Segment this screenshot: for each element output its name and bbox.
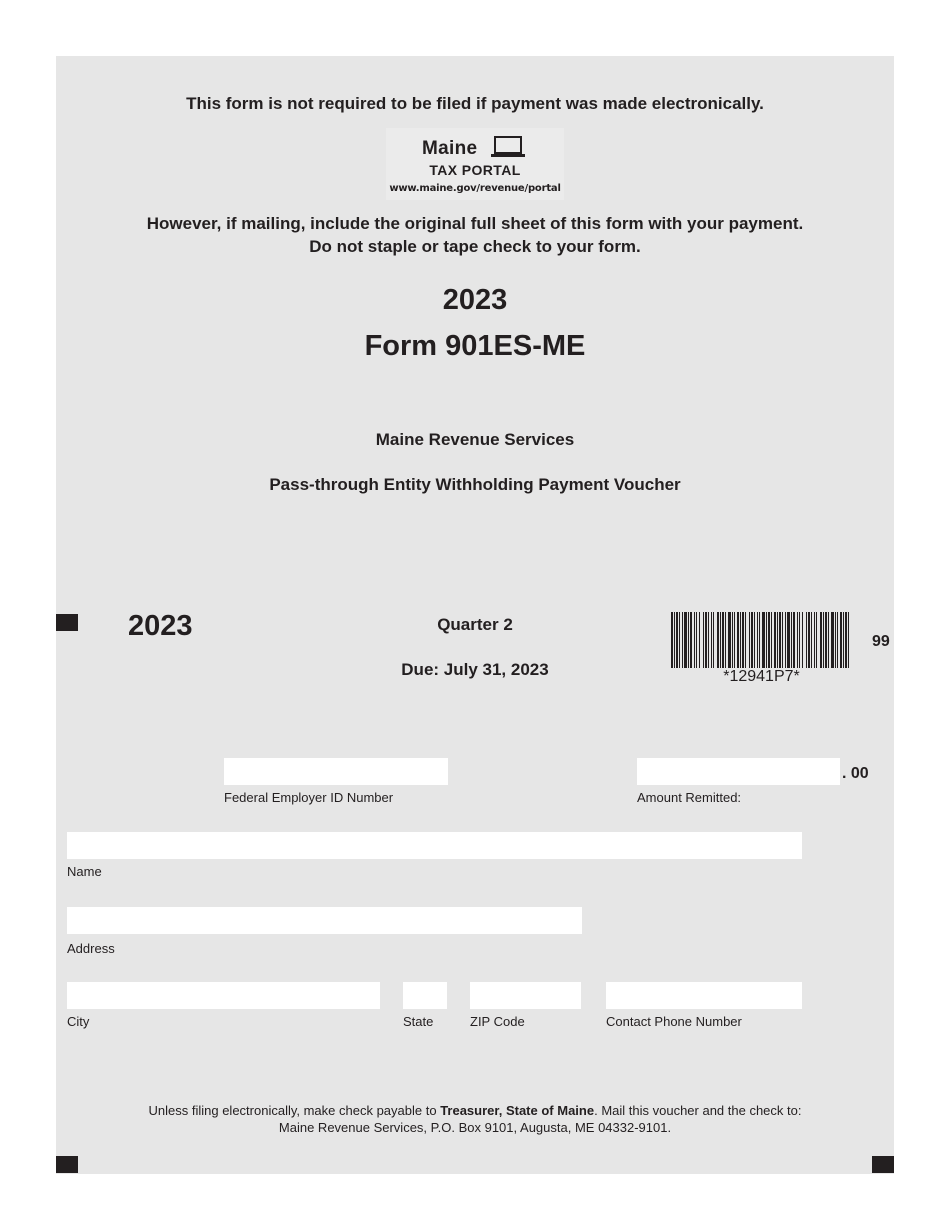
barcode-bar xyxy=(757,612,758,668)
barcode-bar xyxy=(737,612,739,668)
barcode-bar xyxy=(843,612,844,668)
electronic-filing-notice: This form is not required to be filed if payment was made electronically. xyxy=(186,94,764,113)
fein-input[interactable] xyxy=(224,758,448,785)
footer-line-1-post: . Mail this voucher and the check to: xyxy=(594,1103,802,1118)
barcode-bar xyxy=(823,612,824,668)
barcode-bar xyxy=(742,612,744,668)
registration-mark-bottom-left xyxy=(56,1156,78,1173)
barcode-bar xyxy=(749,612,750,668)
fein-label: Federal Employer ID Number xyxy=(224,790,394,805)
barcode-bar xyxy=(837,612,838,668)
voucher-year: 2023 xyxy=(128,610,193,642)
barcode-bar xyxy=(708,612,709,668)
barcode-bar xyxy=(825,612,827,668)
barcode-bar xyxy=(705,612,707,668)
barcode-bar xyxy=(732,612,733,668)
footer-payee: Treasurer, State of Maine xyxy=(440,1103,595,1118)
state-label: State xyxy=(403,1014,434,1029)
barcode-bar xyxy=(713,612,714,668)
address-label: Address xyxy=(67,941,115,956)
state-input[interactable] xyxy=(403,982,447,1009)
barcode-bar xyxy=(816,612,817,668)
barcode-bar xyxy=(674,612,675,668)
barcode-bar xyxy=(806,612,807,668)
barcode-bar xyxy=(745,612,746,668)
barcode-bar xyxy=(696,612,697,668)
barcode-bar xyxy=(682,612,683,668)
barcode-bar xyxy=(699,612,700,668)
mailing-footer xyxy=(0,1102,950,1136)
city-label: City xyxy=(67,1014,90,1029)
barcode-text: *12941P7* xyxy=(723,668,800,685)
barcode-bar xyxy=(751,612,753,668)
city-input[interactable] xyxy=(67,982,380,1009)
barcode-bar xyxy=(777,612,778,668)
barcode-bar xyxy=(831,612,834,668)
logo-url-text: www.maine.gov/revenue/portal xyxy=(389,183,561,194)
barcode-bar xyxy=(759,612,760,668)
amount-input[interactable] xyxy=(637,758,840,785)
mailing-instruction-2: Do not staple or tape check to your form. xyxy=(309,237,641,256)
form-title: Form 901ES-ME xyxy=(364,330,586,362)
address-input[interactable] xyxy=(67,907,582,934)
barcode-bar xyxy=(808,612,810,668)
barcode-bar xyxy=(722,612,724,668)
agency-name: Maine Revenue Services xyxy=(375,430,575,449)
barcode-bar xyxy=(811,612,812,668)
barcode-bar xyxy=(793,612,795,668)
mailing-instruction-1: However, if mailing, include the original full sheet of this form with your payment. xyxy=(146,214,804,233)
barcode-bar xyxy=(676,612,678,668)
barcode-bar xyxy=(785,612,786,668)
laptop-icon xyxy=(490,136,526,160)
voucher-subtitle: Pass-through Entity Withholding Payment Voucher xyxy=(269,475,681,494)
barcode-bar xyxy=(688,612,689,668)
barcode-bar xyxy=(768,612,770,668)
barcode-bar xyxy=(814,612,815,668)
tax-portal-logo xyxy=(386,128,564,200)
barcode-bar xyxy=(840,612,842,668)
barcode-bar xyxy=(820,612,822,668)
barcode-bar xyxy=(845,612,847,668)
name-label: Name xyxy=(67,864,102,879)
barcode-bar xyxy=(690,612,692,668)
barcode-bar xyxy=(797,612,798,668)
barcode-bar xyxy=(848,612,849,668)
zip-label: ZIP Code xyxy=(470,1014,525,1029)
barcode-bar xyxy=(725,612,726,668)
barcode-bar xyxy=(787,612,790,668)
barcode-bar xyxy=(679,612,680,668)
phone-label: Contact Phone Number xyxy=(606,1014,742,1029)
barcode-bar xyxy=(720,612,721,668)
barcode-bar xyxy=(791,612,792,668)
barcode-bar xyxy=(779,612,781,668)
barcode-bar xyxy=(766,612,767,668)
footer-line-1 xyxy=(0,1102,950,1119)
logo-maine-text: Maine xyxy=(422,138,478,159)
barcode-bar xyxy=(734,612,735,668)
barcode-bar xyxy=(740,612,741,668)
phone-input[interactable] xyxy=(606,982,802,1009)
amount-label: Amount Remitted: xyxy=(637,790,742,805)
barcode-bar xyxy=(835,612,836,668)
barcode-bar xyxy=(762,612,765,668)
footer-line-2: Maine Revenue Services, P.O. Box 9101, Augusta, ME 04332-9101. xyxy=(278,1120,672,1135)
barcode-bar xyxy=(828,612,829,668)
barcode-bar xyxy=(771,612,772,668)
barcode-bar xyxy=(799,612,800,668)
barcode-bar xyxy=(703,612,704,668)
barcode-bar xyxy=(802,612,803,668)
logo-portal-text: TAX PORTAL xyxy=(429,162,521,178)
form-code: 99 xyxy=(872,633,890,650)
zip-input[interactable] xyxy=(470,982,581,1009)
registration-mark-left xyxy=(56,614,78,631)
barcode-bar xyxy=(754,612,755,668)
barcode-bar xyxy=(711,612,712,668)
barcode-bar xyxy=(774,612,776,668)
barcode-bar xyxy=(684,612,687,668)
form-year: 2023 xyxy=(442,284,508,316)
amount-cents: . 00 xyxy=(842,765,869,782)
registration-mark-bottom-right xyxy=(872,1156,894,1173)
footer-line-1-pre: Unless filing electronically, make check payable to xyxy=(148,1103,441,1118)
name-input[interactable] xyxy=(67,832,802,859)
barcode-bar xyxy=(782,612,783,668)
barcode-bar xyxy=(728,612,731,668)
barcode-bar xyxy=(717,612,719,668)
barcode-bar xyxy=(671,612,673,668)
barcode-bar xyxy=(694,612,695,668)
voucher-due-date: Due: July 31, 2023 xyxy=(401,660,549,679)
barcode xyxy=(670,612,853,668)
voucher-quarter: Quarter 2 xyxy=(437,615,513,634)
